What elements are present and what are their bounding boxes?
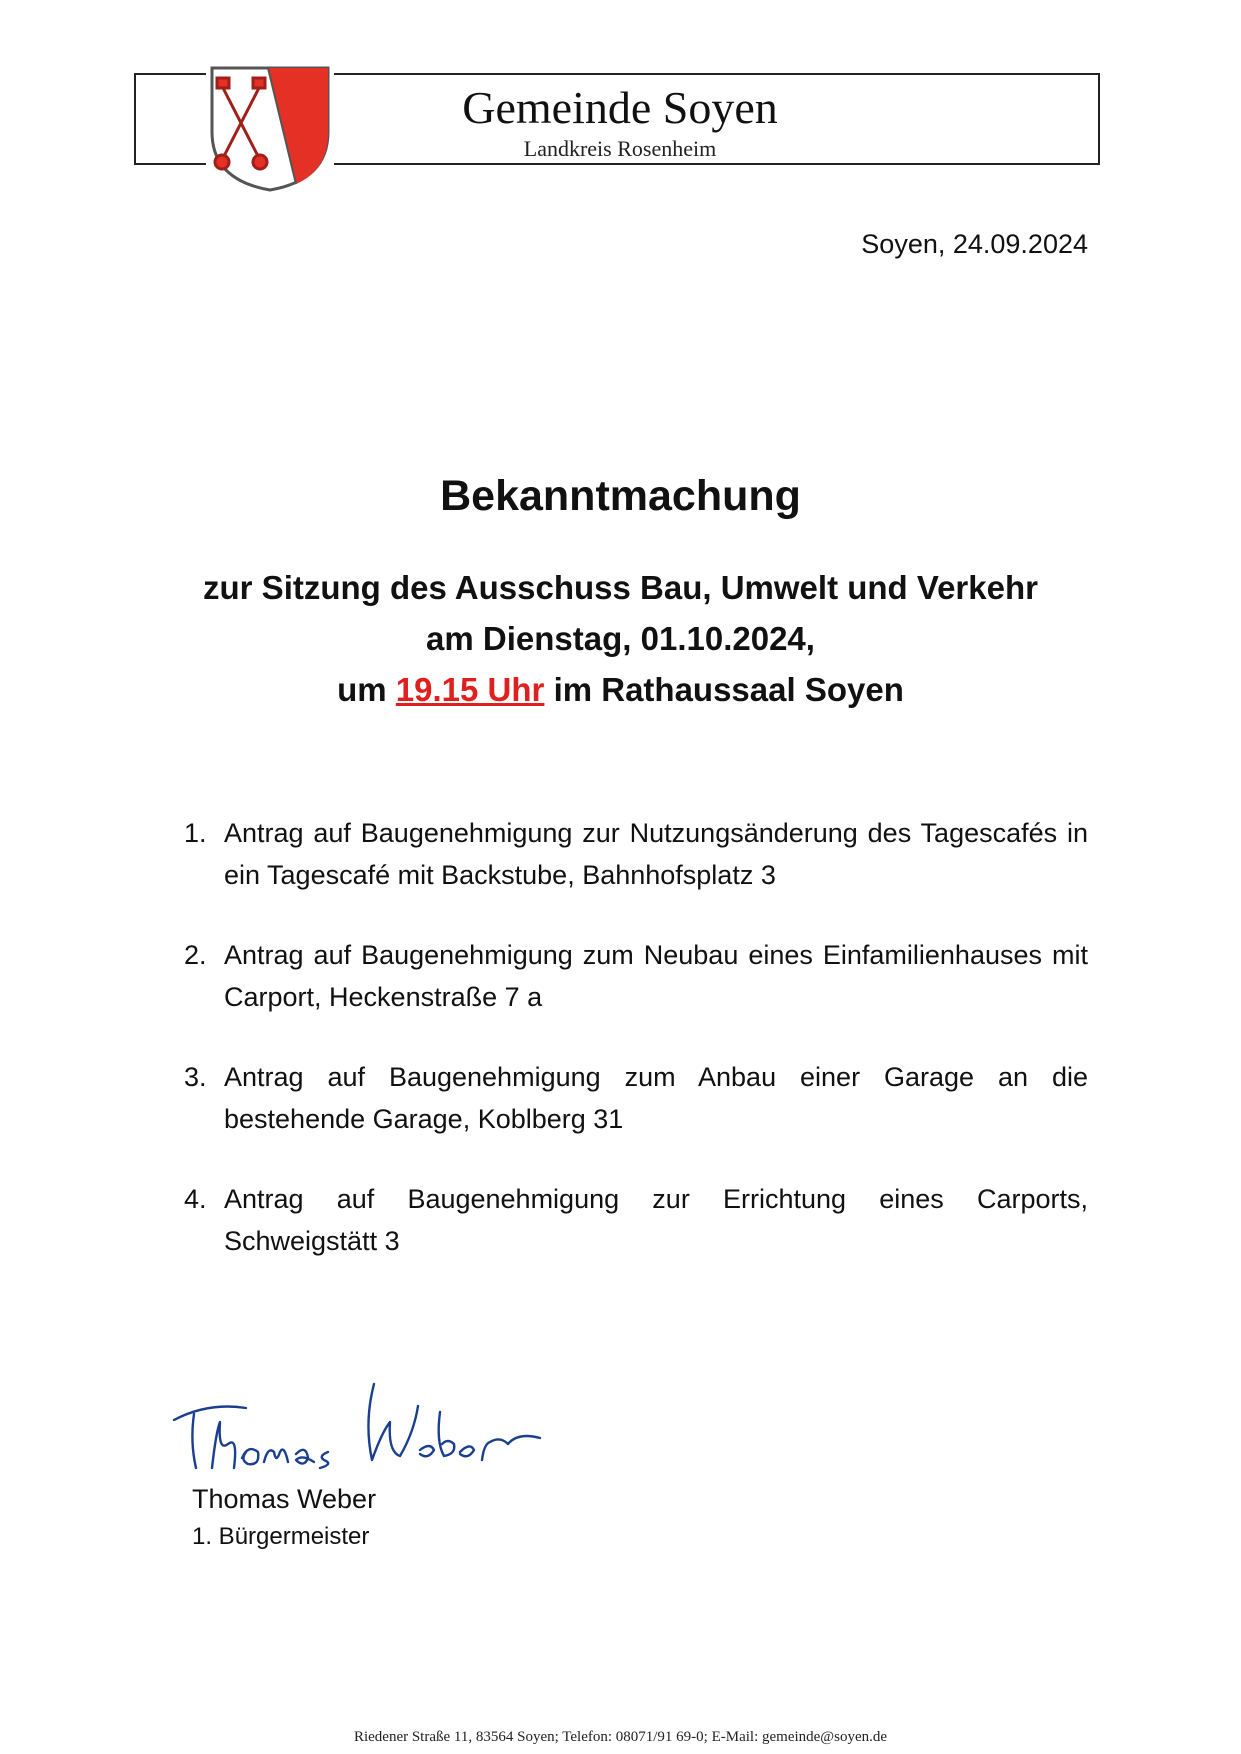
agenda-item-number: 1. [184, 818, 207, 848]
signer-role: 1. Bürgermeister [192, 1523, 370, 1550]
meeting-committee: zur Sitzung des Ausschuss Bau, Umwelt und Verkehr [203, 569, 1038, 606]
handwritten-signature [168, 1372, 548, 1482]
coat-of-arms-icon [206, 62, 334, 194]
meeting-time: 19.15 Uhr [395, 671, 545, 708]
agenda-list [180, 812, 1088, 1262]
agenda-item [180, 812, 1088, 896]
meeting-time-location [0, 664, 1241, 715]
meeting-location: im Rathaussaal Soyen [553, 671, 904, 708]
meeting-details [0, 562, 1241, 715]
agenda-item-number: 2. [184, 940, 207, 970]
agenda-item [180, 1056, 1088, 1140]
date-line: Soyen, 24.09.2024 [861, 229, 1088, 259]
signer-name: Thomas Weber [192, 1484, 377, 1514]
agenda-item [180, 934, 1088, 1018]
footer-contact: Riedener Straße 11, 83564 Soyen; Telefon: 08071/91 69-0; E-Mail: gemeinde@soyen.de [353, 1729, 888, 1745]
municipality-name: Gemeinde Soyen [462, 82, 778, 133]
agenda-item-number: 3. [184, 1062, 207, 1092]
agenda-item-text: Antrag auf Baugenehmigung zum Neubau eines Einfamilienhauses mit Carport, Heckenstraße 7 a [224, 940, 1088, 1012]
document-title: Bekanntmachung [440, 472, 801, 520]
agenda-item-text: Antrag auf Baugenehmigung zur Errichtung eines Carports, Schweigstätt 3 [224, 1184, 1088, 1256]
agenda-item [180, 1178, 1088, 1262]
agenda-item-text: Antrag auf Baugenehmigung zur Nutzungsänderung des Tagescafés in ein Tagescafé mit Backstube, Bahnhofsplatz 3 [224, 818, 1088, 890]
agenda-item-number: 4. [184, 1184, 207, 1214]
meeting-time-prefix: um [337, 671, 387, 708]
agenda-item-text: Antrag auf Baugenehmigung zum Anbau einer Garage an die bestehende Garage, Koblberg 31 [224, 1062, 1088, 1134]
district-name: Landkreis Rosenheim [523, 136, 717, 161]
meeting-date: am Dienstag, 01.10.2024, [426, 620, 815, 657]
